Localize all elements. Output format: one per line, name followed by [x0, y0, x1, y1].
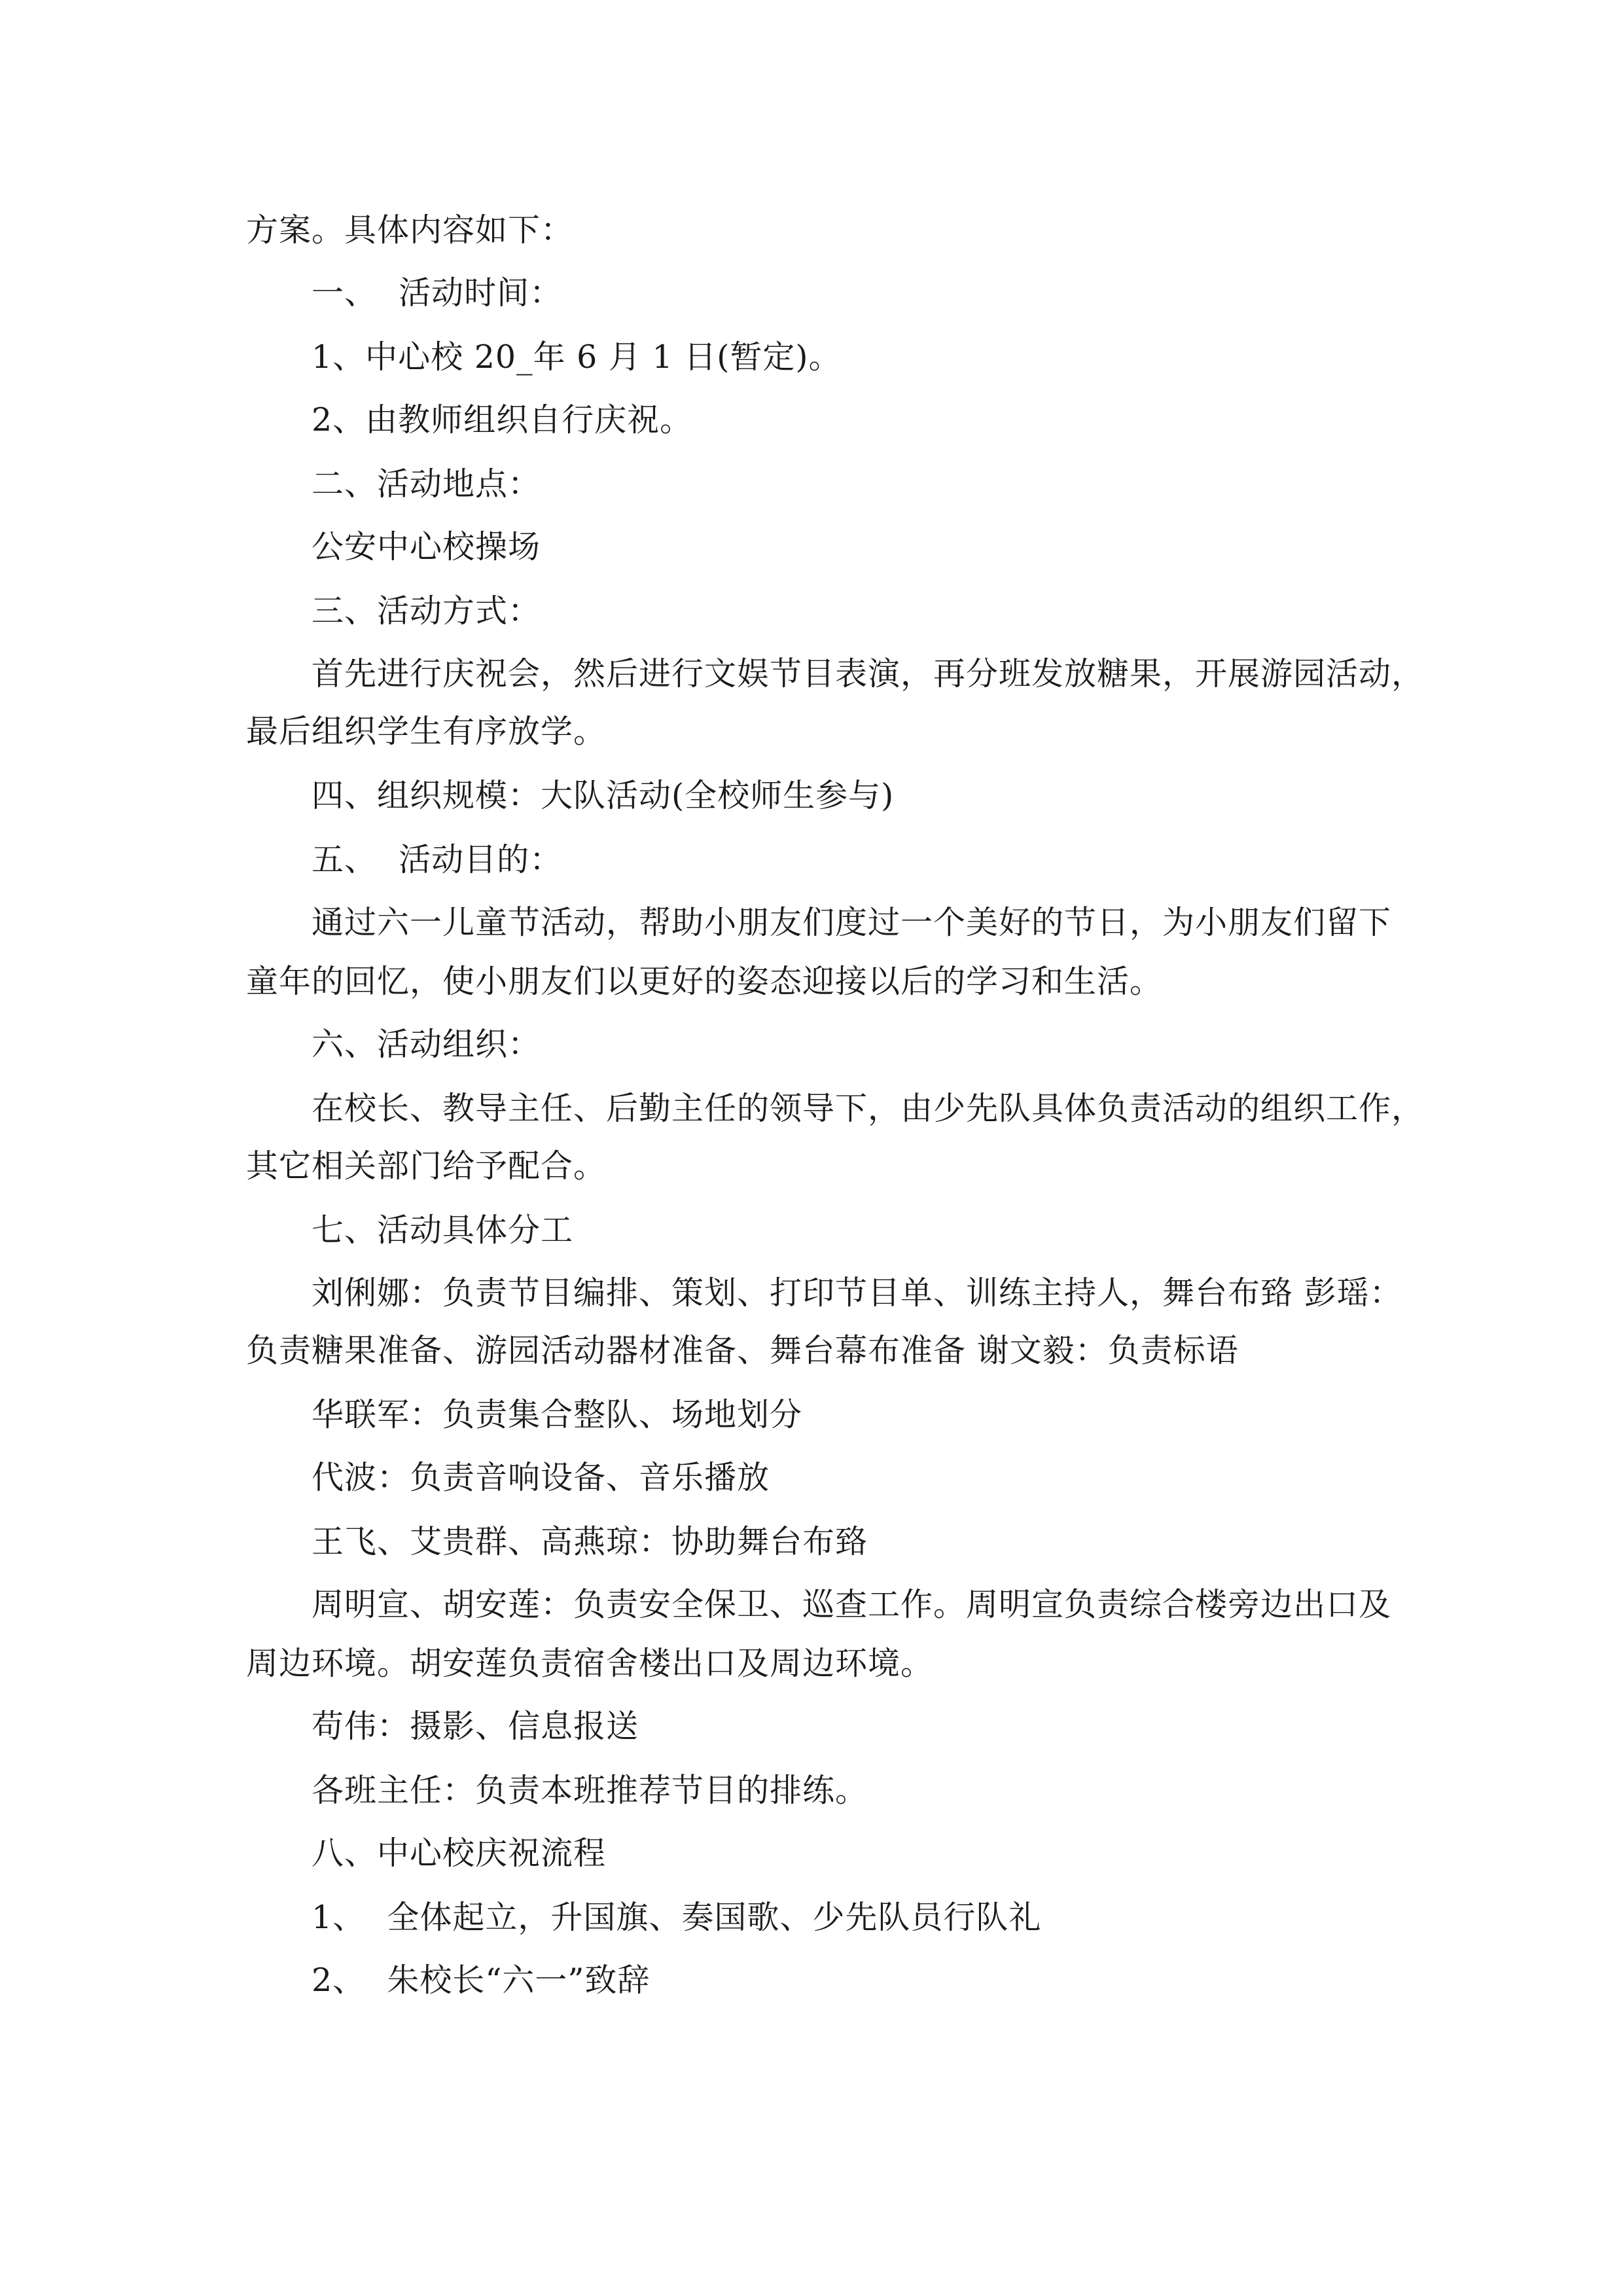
text-line: 负责糖果准备、游园活动器材准备、舞台幕布准备 谢文毅：负责标语: [246, 1332, 1239, 1369]
text-line: 2、由教师组织自行庆祝。: [312, 401, 693, 439]
section-heading: 八、中心校庆祝流程: [312, 1835, 607, 1872]
text-line: 华联军：负责集合整队、场地划分: [312, 1396, 803, 1433]
section-heading: 三、活动方式：: [312, 592, 541, 630]
text-line: 首先进行庆祝会，然后进行文娱节目表演，再分班发放糖果，开展游园活动，: [312, 655, 1425, 692]
section-heading: 四、组织规模：大队活动(全校师生参与): [312, 777, 895, 814]
text-line: 童年的回忆，使小朋友们以更好的姿态迎接以后的学习和生活。: [246, 963, 1163, 1000]
section-heading: 二、活动地点：: [312, 465, 541, 503]
text-line: 王飞、艾贵群、高燕琼：协助舞台布臵: [312, 1523, 868, 1560]
text-line: 1、 全体起立，升国旗、奏国歌、少先队员行队礼: [312, 1899, 1042, 1936]
text-line: 在校长、教导主任、后勤主任的领导下，由少先队具体负责活动的组织工作，: [312, 1090, 1425, 1127]
text-line: 周边环境。胡安莲负责宿舍楼出口及周边环境。: [246, 1645, 934, 1682]
text-line: 代波：负责音响设备、音乐播放: [312, 1459, 770, 1496]
section-heading: 七、活动具体分工: [312, 1211, 574, 1249]
text-line: 2、 朱校长“六一”致辞: [312, 1962, 651, 1999]
text-line: 周明宣、胡安莲：负责安全保卫、巡查工作。周明宣负责综合楼旁边出口及: [312, 1586, 1392, 1623]
text-line: 通过六一儿童节活动，帮助小朋友们度过一个美好的节日，为小朋友们留下: [312, 904, 1392, 941]
text-line: 1、中心校 20_年 6 月 1 日(暂定)。: [312, 338, 842, 376]
section-heading: 五、 活动目的：: [312, 841, 563, 878]
text-line: 其它相关部门给予配合。: [246, 1147, 607, 1185]
text-line: 刘俐娜：负责节目编排、策划、打印节目单、训练主持人，舞台布臵 彭瑶：: [312, 1274, 1402, 1312]
text-line: 最后组织学生有序放学。: [246, 713, 607, 750]
text-line: 公安中心校操场: [312, 528, 541, 565]
text-line: 方案。具体内容如下：: [246, 211, 574, 249]
text-line: 各班主任：负责本班推荐节目的排练。: [312, 1772, 868, 1809]
section-heading: 一、 活动时间：: [312, 274, 563, 312]
text-line: 苟伟：摄影、信息报送: [312, 1708, 639, 1745]
section-heading: 六、活动组织：: [312, 1026, 541, 1063]
